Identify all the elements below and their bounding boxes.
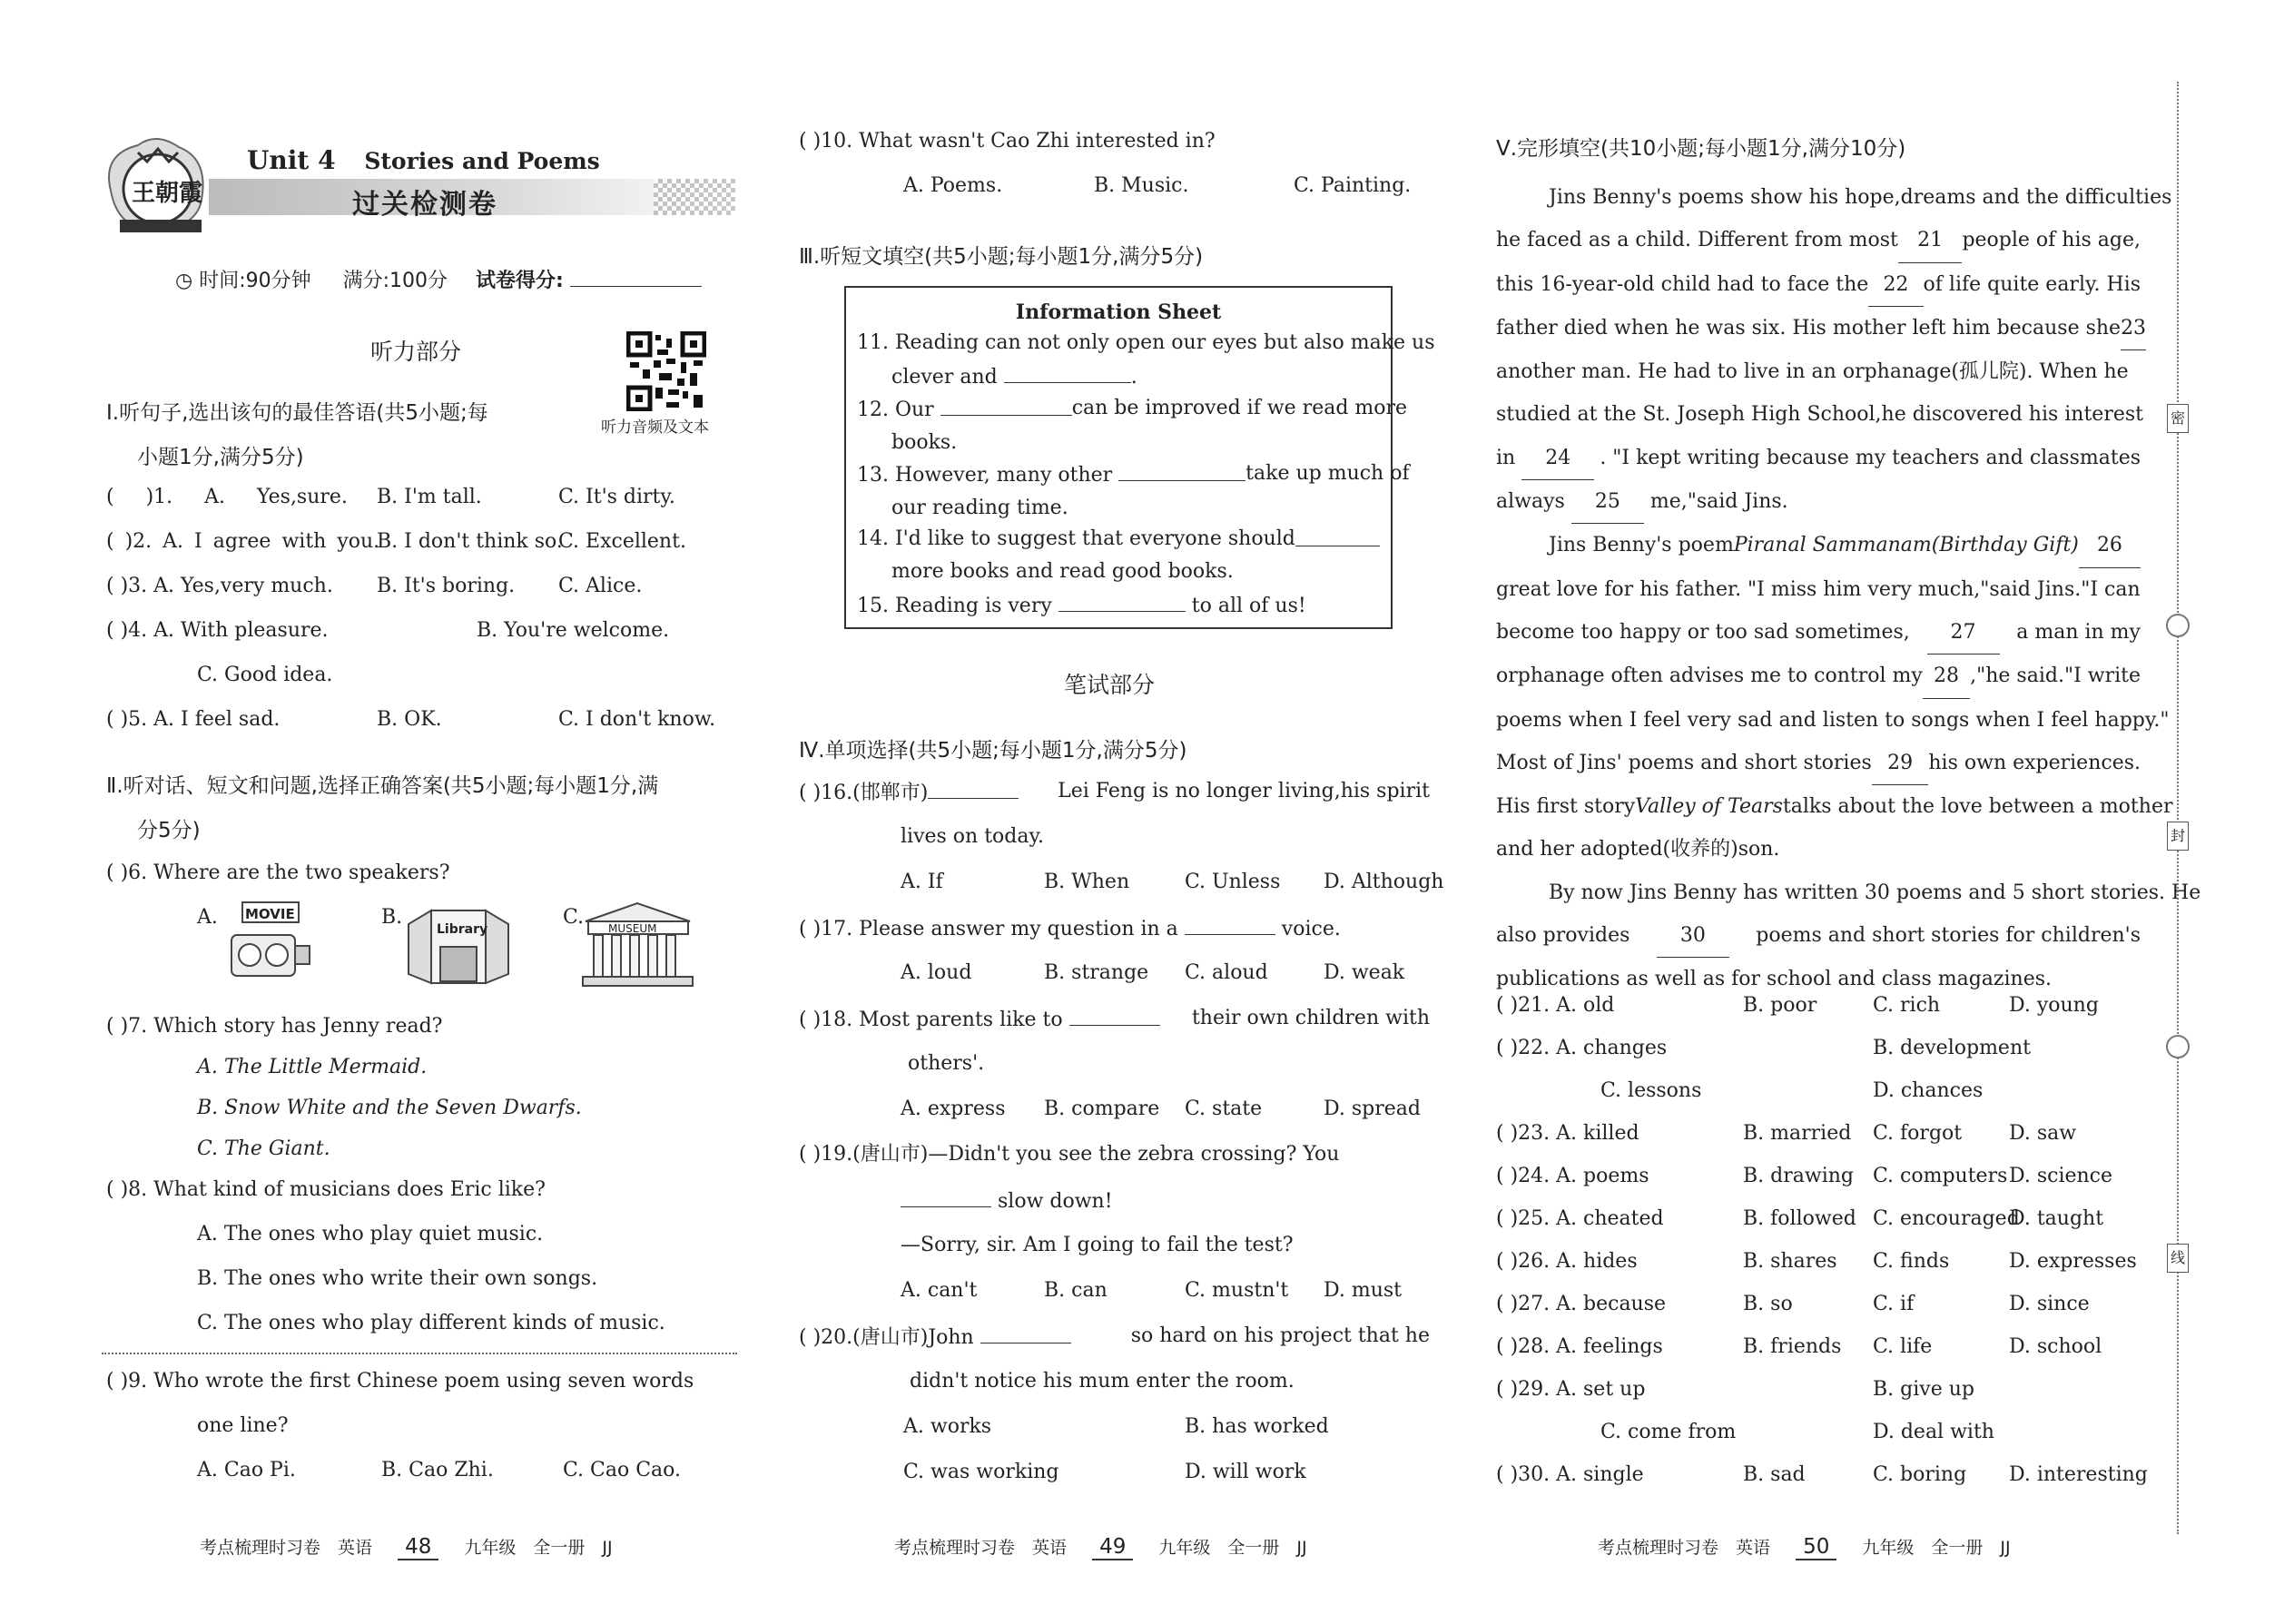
qr-caption: 听力音频及文本 [601,418,709,437]
listening-title: 听力部分 [370,339,462,365]
movie-picture: MOVIE [222,899,313,989]
q6-option-a: A. [197,906,218,929]
q10-option-c: C. Painting. [1294,174,1412,197]
section-5-heading: Ⅴ.完形填空(共10小题;每小题1分,满分10分) [1496,137,1906,161]
information-sheet [844,286,1435,629]
seal-mark-1: 密 [2167,404,2189,433]
seal-mark-2: 封 [2167,822,2189,851]
seal-mark-3: 线 [2167,1244,2189,1273]
q8-option-c: C. The ones who play different kinds of music. [197,1312,665,1334]
info-sheet-title: Information Sheet [1015,300,1222,324]
section-3-heading: Ⅲ.听短文填空(共5小题;每小题1分,满分5分) [799,245,1204,269]
q29: ( )29. A. set up B. give up [1496,1378,1974,1401]
exam-info: ◷ 时间:90分钟 满分:100分 试卷得分: [175,268,702,291]
q6-option-c: C. [563,906,585,929]
q19: ( )19.(唐山市)—Didn't you see the zebra crossing? You [799,1143,1340,1166]
q7: ( )7. Which story has Jenny read? [106,1015,443,1038]
unit-label: Unit 4 Stories and Poems [247,145,600,175]
q10: ( )10. What wasn't Cao Zhi interested in? [799,130,1216,153]
q8-option-b: B. The ones who write their own songs. [197,1267,598,1290]
museum-picture: MUSEUM [581,899,694,989]
ring-icon [2166,614,2190,637]
q25: ( )25. A. cheated B. followed C. encouraged D. taught [1496,1207,2104,1230]
q18: ( )18. Most parents like to their own children with [799,1007,1430,1031]
q27: ( )27. A. because B. so C. if D. since [1496,1293,2090,1315]
banner-checker [654,179,735,215]
q9-option-c: C. Cao Cao. [563,1459,682,1481]
footer-page-48: 考点梳理时习卷 英语 48 九年级 全一册 JJ [200,1535,613,1559]
museum-icon [581,899,694,989]
library-icon [404,897,513,988]
q17: ( )17. Please answer my question in a voice. [799,918,1341,940]
q7-option-c: C. The Giant. [197,1137,330,1160]
logo-text: 王朝霞 [132,180,203,207]
writing-title: 笔试部分 [1064,672,1156,698]
clock-icon: ◷ [175,270,193,292]
q6-option-b: B. [381,906,403,929]
info-line-15: 15. Reading is very to all of us! [857,595,1306,617]
footer-page-49: 考点梳理时习卷 英语 49 九年级 全一册 JJ [894,1535,1307,1559]
cloze-passage: Jins Benny's poems show his hope,dreams and the difficulties he faced as a child. Different from most 21 people of his age, this 16-year-old child had to face the 22 of life quite early. His father died when he was six. His mother left him because she 23 another man. He had to live in an orphanage(孤儿院). When he studied at the St. Joseph High School,he discovered his interest in 24 . "I kept writing because my teachers and classmates always 25 me,"said Jins. Jins Benny's poem Piranal Sammanam(Birthday Gift) 26 great love for his father. "I miss him very much,"said Jins."I can become too happy or too sad sometimes, 27 a man in my orphanage often advises me to control my 28 ,"he said."I write poems when I feel very sad and listen to songs when I feel happy." Most of Jins' poems and short stories 29 his own experiences. His first story Valley of Tears talks about the love between a mother and her adopted(收养的)son. By now Jins Benny has written 30 poems and 5 short stories. He also provides 30 poems and short stories for children's publications as well as for school and class magazines. [1496,186,2201,991]
q7-option-a: A. The Little Mermaid. [197,1056,428,1078]
q20: ( )20.(唐山市)John so hard on his project that he [799,1324,1430,1349]
q22-line2: C. lessons D. chances [1600,1079,1984,1102]
section-4-heading: Ⅳ.单项选择(共5小题;每小题1分,满分5分) [799,739,1187,763]
qr-code[interactable] [626,331,706,411]
q19-options: A. can't B. can C. mustn't D. must [901,1279,1403,1302]
info-line-14: 14. I'd like to suggest that everyone should more books and read good books. [857,529,1380,582]
q29-line2: C. come from D. deal with [1600,1421,1994,1443]
section-1-heading: Ⅰ.听句子,选出该句的最佳答语(共5小题;每 小题1分,满分5分) [106,401,488,469]
q9-option-a: A. Cao Pi. [197,1459,296,1481]
q8: ( )8. What kind of musicians does Eric like? [106,1178,546,1201]
q9: ( )9. Who wrote the first Chinese poem using seven words [106,1370,694,1393]
q22: ( )22. A. changes B. development [1496,1037,2031,1059]
info-line-12: 12. Our can be improved if we read more books. [857,397,1408,454]
q26: ( )26. A. hides B. shares C. finds D. expresses [1496,1250,2137,1273]
q16: ( )16.(邯郸市) Lei Feng is no longer living,his spirit [799,780,1430,804]
q30: ( )30. A. single B. sad C. boring D. interesting [1496,1463,2148,1486]
q6: ( )6. Where are the two speakers? [106,861,450,884]
q9-line2: one line? [197,1414,289,1437]
q28: ( )28. A. feelings B. friends C. life D. school [1496,1335,2102,1358]
footer-page-50: 考点梳理时习卷 英语 50 九年级 全一册 JJ [1598,1535,2011,1559]
q10-option-b: B. Music. [1094,174,1189,197]
q7-option-b: B. Snow White and the Seven Dwarfs. [197,1097,582,1119]
q16-options: A. If B. When C. Unless D. Although [901,871,1444,893]
info-line-13: 13. However, many other take up much of our reading time. [857,462,1410,519]
q17-options: A. loud B. strange C. aloud D. weak [901,961,1405,984]
q21: ( )21. A. old B. poor C. rich D. young [1496,994,2099,1017]
q20-options: A. works B. has worked [903,1415,1329,1438]
q24: ( )24. A. poems B. drawing C. computers D. science [1496,1165,2113,1187]
q23: ( )23. A. killed B. married C. forgot D. saw [1496,1122,2077,1145]
library-picture: Library [404,897,513,988]
listening-divider [102,1353,737,1354]
publisher-logo [102,136,211,236]
section-2-heading: Ⅱ.听对话、短文和问题,选择正确答案(共5小题;每小题1分,满 分5分) [106,774,659,842]
binding-line [2177,82,2179,1534]
info-line-11: 11. Reading can not only open our eyes but also make us clever and . [857,331,1435,389]
qr-code-icon [626,331,706,411]
q10-option-a: A. Poems. [903,174,1003,197]
q9-option-b: B. Cao Zhi. [381,1459,494,1481]
ring-icon [2166,1035,2190,1058]
q8-option-a: A. The ones who play quiet music. [197,1223,544,1245]
q18-options: A. express B. compare C. state D. spread [901,1097,1421,1120]
test-title: 过关检测卷 [352,189,497,221]
